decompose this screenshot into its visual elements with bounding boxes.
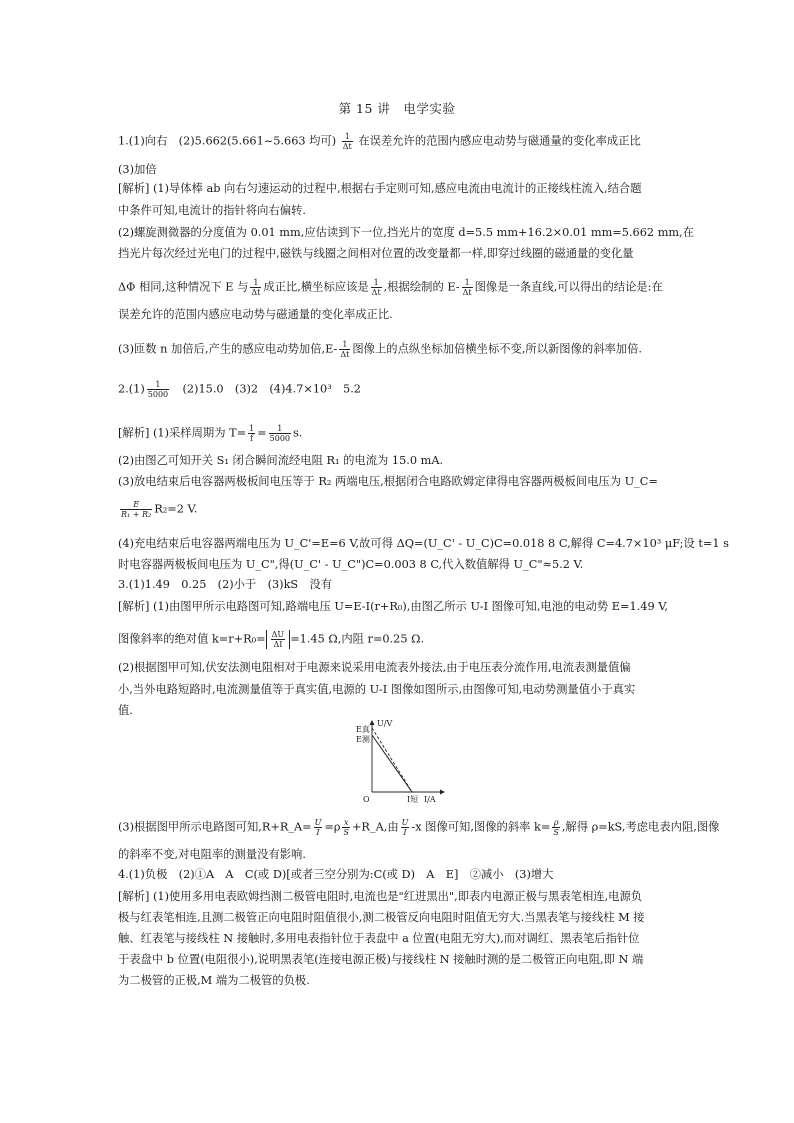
fraction: $\frac{1}{\Delta t}$ [342, 132, 352, 151]
q3-explain-line: (2)根据图甲可知,伏安法测电阻相对于电源来说采用电流表外接法,由于电压表分流作用,电流表测量值偏 [118, 661, 631, 674]
e-true-label: E真 [356, 725, 370, 734]
q3-explain-line: 小,当外电路短路时,电流测量值等于真实值,电源的 U-I 图像如图所示,由图像可知,电动势测量值小于真实 [118, 683, 636, 696]
ui-graph-figure [350, 718, 446, 804]
q4-explain-line: 触、红表笔与接线柱 N 接触时,多用电表指针位于表盘中 a 位置(电阻无穷大),而对调红、黑表笔后指针位 [118, 932, 640, 945]
q1-explain-line: 中条件可知,电流计的指针将向右偏转. [118, 204, 306, 217]
q2-explain-line: (3)放电结束后电容器两极板间电压等于 R₂ 两端电压,根据闭合电路欧姆定律得电容器两极板间电压为 U_C= [118, 475, 658, 488]
true-line [372, 728, 412, 792]
q3-explain-line: 图像斜率的绝对值 k=r+R₀= $\frac{\Delta U}{\Delta I}$ =1.45 Ω,内阻 r=0.25 Ω. [118, 630, 425, 649]
q1-answer-3: (3)加倍 [118, 163, 157, 176]
q3-explain-line: 的斜率不变,对电阻率的测量没有影响. [118, 848, 306, 861]
q1-answer-line: 1.(1)向右 (2)5.662(5.661~5.663 均可) $\frac{1}{\Delta t}$ 在误差允许的范围内感应电动势与磁通量的变化率成正比 [118, 132, 641, 151]
y-axis-label: U/V [377, 719, 393, 728]
page-title: 第 15 讲 电学实验 [338, 101, 456, 116]
q1-explain-line: (2)螺旋测微器的分度值为 0.01 mm,应估读到下一位,挡光片的宽度 d=5.5 mm+16.2×0.01 mm=5.662 mm,在 [118, 226, 695, 239]
q3-explain-line: 值. [118, 704, 133, 717]
q2-explain-line: 时电容器两极板间电压为 U_C",得(U_C' - U_C")C=0.003 8 C,代入数值解得 U_C"≈5.2 V. [118, 558, 584, 571]
q1-explain-line: ΔΦ 相同,这种情况下 E 与 $\frac{1}{\Delta t}$ 成正比,横坐标应该是 $\frac{1}{\Delta t}$ ,根据绘制的 E- $\frac{1}{\Delta t}$ 图像是一条直线,可以得出的结论是:在 [118, 278, 663, 297]
measured-line [372, 735, 412, 792]
q4-explain-line: 为二极管的正极,M 端为二极管的负极. [118, 974, 310, 987]
q3-explain-line: [解析] (1)由图甲所示电路图可知,路端电压 U=E-I(r+R₀),由图乙所示 U-I 图像可知,电池的电动势 E=1.49 V, [118, 600, 669, 613]
q1-explain-line: 挡光片每次经过光电门的过程中,磁铁与线圈之间相对位置的改变量都一样,即穿过线圈的磁通量的变化量 [118, 247, 634, 260]
q2-explain-line: $\frac{E}{\text{R₁ + R₂}}$ R₂=2 V. [121, 500, 198, 519]
q2-answer-line: 2.(1) $\frac{1}{5000}$ (2)15.0 (3)2 (4)4.7×10³ 5.2 [118, 380, 361, 399]
q4-answer-line: 4.(1)负极 (2)①A A C(或 D)[或者三空分别为:C(或 D) A E] ②减小 (3)增大 [118, 868, 554, 881]
q1-explain-line: (3)匝数 n 加倍后,产生的感应电动势加倍,E- $\frac{1}{\Delta t}$ 图像上的点纵坐标加倍横坐标不变,所以新图像的斜率加倍. [118, 340, 642, 359]
q1-explain-line: [解析] (1)导体棒 ab 向右匀速运动的过程中,根据右手定则可知,感应电流由电流计的正接线柱流入,结合题 [118, 182, 642, 195]
y-axis-arrow-icon [370, 720, 375, 725]
q1-explain-line: 误差允许的范围内感应电动势与磁通量的变化率成正比. [118, 308, 393, 321]
q3-answer-line: 3.(1)1.49 0.25 (2)小于 (3)kS 没有 [118, 578, 333, 591]
q4-explain-line: 极与红表笔相连,且测二极管正向电阻时阻值很小,测二极管反向电阻时阻值无穷大.当黑表笔与接线柱 M 接 [118, 911, 645, 924]
origin-label: O [363, 795, 370, 804]
q4-explain-line: [解析] (1)使用多用电表欧姆挡测二极管电阻时,电流也是"红进黑出",即表内电源正极与黑表笔相连,电源负 [118, 890, 643, 903]
q4-explain-line: 于表盘中 b 位置(电阻很小),说明黑表笔(连接电源正极)与接线柱 N 接触时测的是二极管正向电阻,即 N 端 [118, 953, 644, 966]
q2-explain-line: (4)充电结束后电容器两端电压为 U_C'=E=6 V,故可得 ΔQ=(U_C' - U_C)C=0.018 8 C,解得 C=4.7×10³ μF;设 t=1 s [118, 537, 729, 550]
e-meas-label: E测 [356, 735, 370, 744]
q3-explain-line: (3)根据图甲所示电路图可知,R+R_A= $\frac{U}{I}$ =ρ $\frac{x}{S}$ +R_A,由 $\frac{U}{I}$ -x 图像可知,图像的斜率 k= $\frac{\rho}{S}$ ,解得 ρ=kS,考虑电表内阻,图像 [118, 818, 720, 837]
x-axis-arrow-icon [440, 790, 445, 795]
q2-explain-line: [解析] (1)采样周期为 T= $\frac{1}{f}$ = $\frac{1}{5000}$ s. [118, 424, 303, 443]
i-short-label: I短 [407, 795, 419, 804]
x-axis-label: I/A [424, 795, 436, 804]
q2-explain-line: (2)由图乙可知开关 S₁ 闭合瞬间流经电阻 R₁ 的电流为 15.0 mA. [118, 454, 444, 467]
